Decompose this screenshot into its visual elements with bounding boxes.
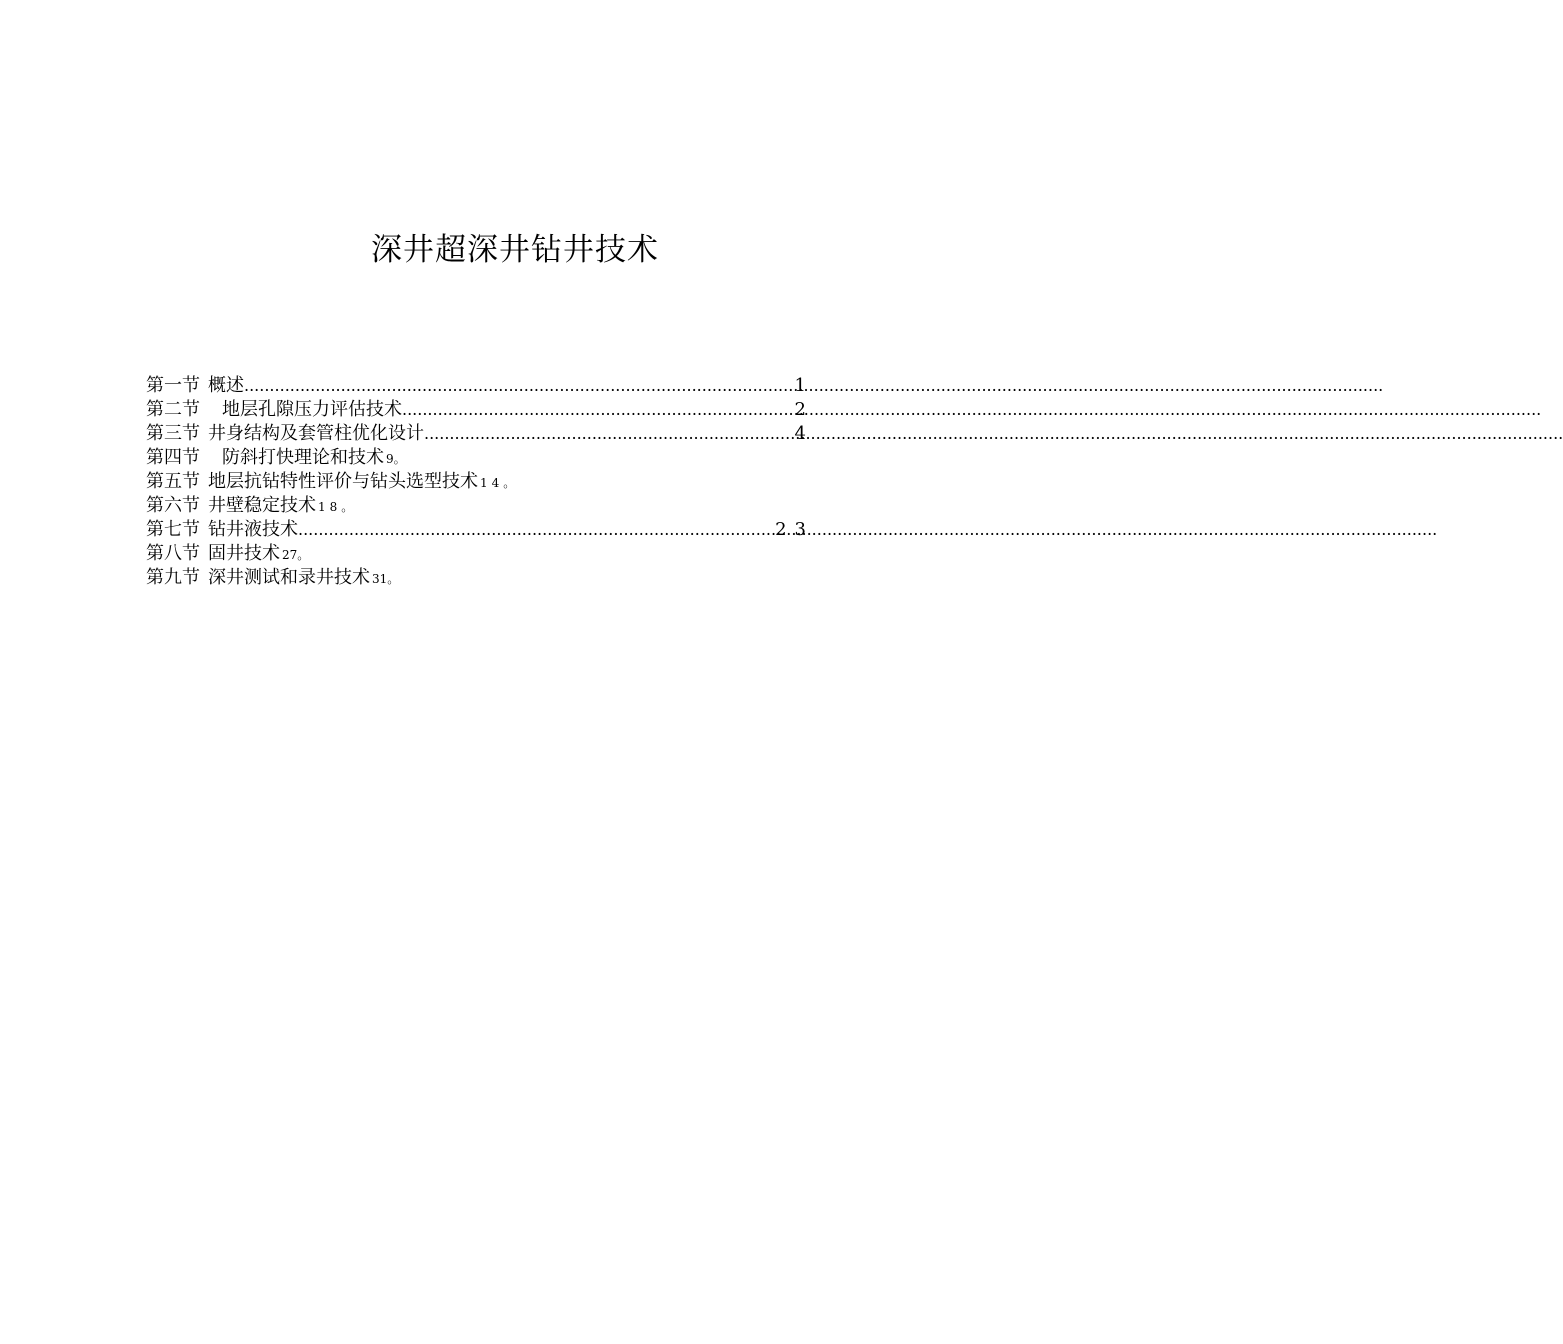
toc-section-title: 概述 (208, 375, 244, 396)
toc-section-number: 第二节 (146, 399, 200, 420)
toc-page-number: 31。 (372, 572, 400, 586)
toc-section-title: 地层孔隙压力评估技术 (222, 399, 402, 420)
toc-page-number: 9。 (386, 452, 406, 466)
toc-section-title: 防斜打快理论和技术 (222, 447, 384, 468)
toc-section-number: 第六节 (146, 495, 200, 516)
toc-section-title: 钻井液技术 (208, 519, 298, 540)
toc-dot-leader (424, 422, 795, 446)
toc-entry-2[interactable] (146, 398, 806, 422)
document-title: 深井超深井钻井技术 (371, 232, 659, 268)
toc-section-number: 第七节 (146, 519, 200, 540)
toc-section-title: 井身结构及套管柱优化设计 (208, 423, 424, 444)
toc-entry-6[interactable] (146, 494, 806, 518)
toc-page-number: 4 (794, 423, 806, 444)
toc-entry-1[interactable] (146, 374, 806, 398)
toc-section-number: 第五节 (146, 471, 200, 492)
toc-page-number: 18。 (318, 500, 358, 514)
toc-entry-8[interactable] (146, 542, 806, 566)
toc-entry-3[interactable] (146, 422, 806, 446)
toc-page-number: 23 (775, 519, 814, 540)
toc-entry-7[interactable] (146, 518, 814, 542)
toc-dot-leader (298, 518, 765, 542)
toc-section-number: 第三节 (146, 423, 200, 444)
toc-entry-5[interactable] (146, 470, 806, 494)
toc-section-number: 第四节 (146, 447, 200, 468)
toc-section-number: 第一节 (146, 375, 200, 396)
toc-page-number: 14。 (480, 476, 520, 490)
toc-section-title: 深井测试和录井技术 (208, 567, 370, 588)
toc-page-number: 2 (794, 399, 806, 420)
toc-entry-9[interactable] (146, 566, 806, 590)
toc-section-title: 井壁稳定技术 (208, 495, 316, 516)
toc-section-title: 地层抗钻特性评价与钻头选型技术 (208, 471, 478, 492)
table-of-contents (146, 374, 814, 590)
toc-section-number: 第九节 (146, 567, 200, 588)
toc-page-number: 27。 (282, 548, 310, 562)
toc-section-number: 第八节 (146, 543, 200, 564)
toc-entry-4[interactable] (146, 446, 806, 470)
toc-dot-leader (402, 398, 795, 422)
toc-page-number: 1 (794, 375, 806, 396)
toc-dot-leader (244, 374, 795, 398)
toc-section-title: 固井技术 (208, 543, 280, 564)
